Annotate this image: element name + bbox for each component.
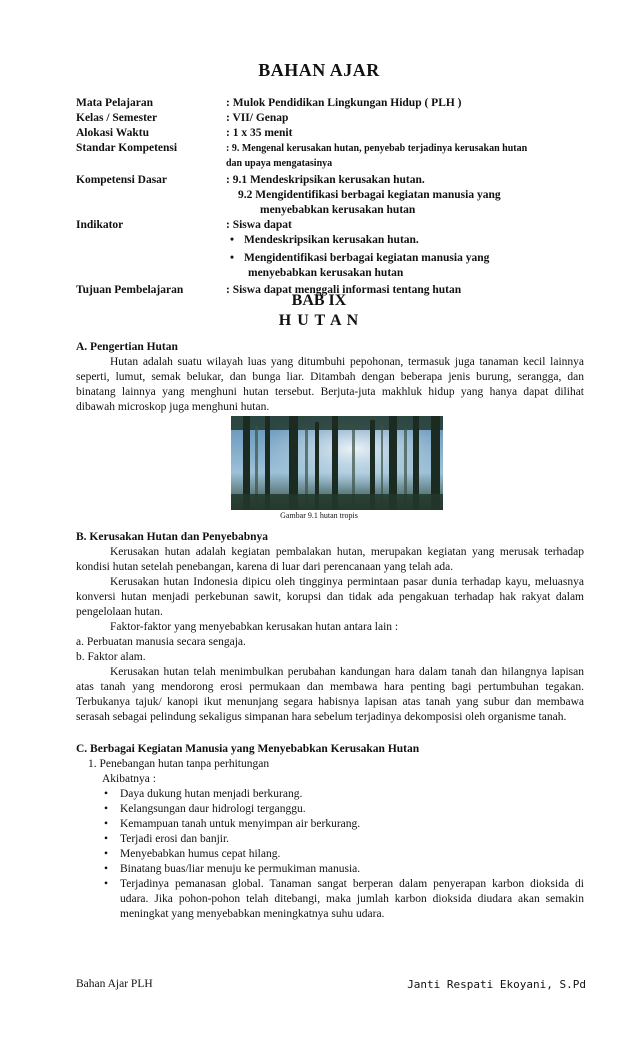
meta-label: Kompetensi Dasar (76, 174, 168, 186)
meta-row-indicator-b2-cont (76, 266, 596, 281)
paragraph: Hutan adalah suatu wilayah luas yang ditumbuhi pepohonan, termasuk juga tanaman kecil lainnya seperti, lumut, semak belukar, dan bunga liar. Ditambah dengan beberapa jenis burung, serangga, dan binatang lainnya yang menghuni hutan tersebut. Berjuta-juta makhluk hidup yang hanya dapat dilihat dibawah microskop juga menghuni hutan. (76, 356, 584, 413)
section-heading: A. Pengertian Hutan (76, 341, 178, 353)
meta-value: : Mulok Pendidikan Lingkungan Hidup ( PLH ) (226, 97, 462, 109)
list-item (104, 817, 584, 832)
indicator-bullet (226, 233, 596, 248)
meta-row-subject (76, 96, 596, 111)
meta-label-empty (76, 266, 226, 281)
forest-photo (231, 416, 443, 510)
section-heading: B. Kerusakan Hutan dan Penyebabnya (76, 531, 269, 543)
meta-label: Alokasi Waktu (76, 127, 149, 139)
meta-value: dan upaya mengatasinya (226, 158, 333, 169)
meta-row-standard (76, 141, 596, 156)
consequence-list (76, 787, 584, 922)
bullet-text: Daya dukung hutan menjadi berkurang. (120, 788, 303, 800)
meta-row-competency-2 (76, 188, 596, 203)
lesson-metadata (76, 96, 596, 298)
meta-value: : 9. Mengenal kerusakan hutan, penyebab terjadinya kerusakan hutan (226, 143, 528, 154)
list-item (104, 877, 584, 922)
meta-value: : 1 x 35 menit (226, 127, 293, 139)
bullet-text: Mengidentifikasi berbagai kegiatan manusia yang (244, 252, 490, 264)
meta-label-empty (76, 156, 226, 171)
bullet-icon: • (104, 848, 109, 860)
footer-author: Janti Respati Ekoyani, S.Pd (407, 978, 586, 991)
meta-value: 9.2 Mengidentifikasi berbagai kegiatan manusia yang (238, 189, 501, 201)
list-item (104, 847, 584, 862)
list-item (104, 787, 584, 802)
meta-value: : 9.1 Mendeskripsikan kerusakan hutan. (226, 174, 425, 186)
bullet-text: Kelangsungan daur hidrologi terganggu. (120, 803, 306, 815)
page-footer (76, 978, 586, 991)
meta-label-empty (76, 233, 226, 248)
list-item (104, 832, 584, 847)
meta-label-empty (76, 251, 226, 266)
figure-caption: Gambar 9.1 hutan tropis (280, 511, 358, 520)
meta-label: Tujuan Pembelajaran (76, 284, 184, 296)
list-item (104, 862, 584, 877)
chapter-number: BAB IX (291, 292, 347, 309)
bullet-text: Terjadi erosi dan banjir. (120, 833, 230, 845)
paragraph: Kerusakan hutan telah menimbulkan perubahan kandungan hara dalam tanah dan hilangnya lapisan atas tanah yang mendorong erosi permukaan dan membawa hara penting bagi pertumbuhan tegakan. Terbukanya tajuk/ kanopi ikut menunjang segara habisnya lapisan atas tanah yang subur dan membawa serasah sebagai pelindung sekaligus simpanan hara sebelum terjadinya dekomposisi oleh organisme tanah. (76, 666, 584, 723)
bullet-icon: • (104, 833, 109, 845)
meta-row-competency (76, 173, 596, 188)
chapter-title: H U T A N (278, 312, 360, 329)
forest-image-icon (231, 416, 443, 510)
meta-row-indicator-b2 (76, 251, 596, 266)
meta-row-standard-cont (76, 156, 596, 171)
meta-row-class (76, 111, 596, 126)
bullet-icon: • (104, 863, 109, 875)
bullet-icon: • (230, 234, 235, 246)
bullet-icon: • (104, 803, 109, 815)
consequence-label: Akibatnya : (102, 773, 156, 785)
meta-label: Mata Pelajaran (76, 97, 153, 109)
section-b (76, 530, 584, 725)
section-c (76, 742, 584, 922)
meta-value: : VII/ Genap (226, 112, 289, 124)
paragraph: Kerusakan hutan Indonesia dipicu oleh tingginya permintaan pasar dunia terhadap kayu, meluasnya konversi hutan menjadi perkebunan sawit, korupsi dan tidak ada pengakuan terhadap hak rakyat dalam pengelolaan hutan. (76, 576, 584, 618)
bullet-icon: • (104, 818, 109, 830)
meta-label: Standar Kompetensi (76, 142, 178, 154)
meta-value: menyebabkan kerusakan hutan (260, 204, 416, 216)
meta-label: Kelas / Semester (76, 112, 158, 124)
meta-row-indicator-b1 (76, 233, 596, 248)
meta-label: Indikator (76, 219, 124, 231)
document-title: BAHAN AJAR (258, 60, 380, 80)
list-item: a. Perbuatan manusia secara sengaja. (76, 636, 246, 648)
numbered-item: 1. Penebangan hutan tanpa perhitungan (88, 758, 270, 770)
meta-value: : Siswa dapat (226, 219, 292, 231)
bullet-text: Mendeskripsikan kerusakan hutan. (244, 234, 419, 246)
bullet-text: Terjadinya pemanasan global. Tanaman sangat berperan dalam penyerapan karbon dioksida di udara. Jika pohon-pohon telah ditebangi, maka jumlah karbon dioksida diudara akan semakin meningkat yang menyebabkan meningkatnya suhu udara. (120, 878, 584, 920)
section-a (76, 340, 584, 415)
meta-label-empty (76, 188, 226, 203)
list-item: b. Faktor alam. (76, 651, 146, 663)
meta-row-competency-3 (76, 203, 596, 218)
bullet-text: Kemampuan tanah untuk menyimpan air berkurang. (120, 818, 361, 830)
indicator-bullet (226, 251, 596, 266)
meta-row-time (76, 126, 596, 141)
bullet-text: Binatang buas/liar menuju ke permukiman manusia. (120, 863, 361, 875)
bullet-icon: • (104, 788, 109, 800)
paragraph: Faktor-faktor yang menyebabkan kerusakan hutan antara lain : (110, 621, 399, 633)
paragraph: Kerusakan hutan adalah kegiatan pembalakan hutan, merupakan kegiatan yang merusak terhadap kondisi hutan setelah penebangan, karena di luar dari perencanaan yang telah ada. (76, 546, 584, 573)
bullet-icon: • (104, 878, 109, 890)
meta-value: : Siswa dapat menggali informasi tentang hutan (226, 284, 462, 296)
section-heading: C. Berbagai Kegiatan Manusia yang Menyebabkan Kerusakan Hutan (76, 743, 420, 755)
meta-row-indicator (76, 218, 596, 233)
footer-left: Bahan Ajar PLH (76, 978, 153, 990)
meta-label-empty (76, 203, 226, 218)
bullet-text: Menyebabkan humus cepat hilang. (120, 848, 281, 860)
list-item (104, 802, 584, 817)
bullet-icon: • (230, 252, 235, 264)
meta-value: menyebabkan kerusakan hutan (248, 267, 404, 279)
